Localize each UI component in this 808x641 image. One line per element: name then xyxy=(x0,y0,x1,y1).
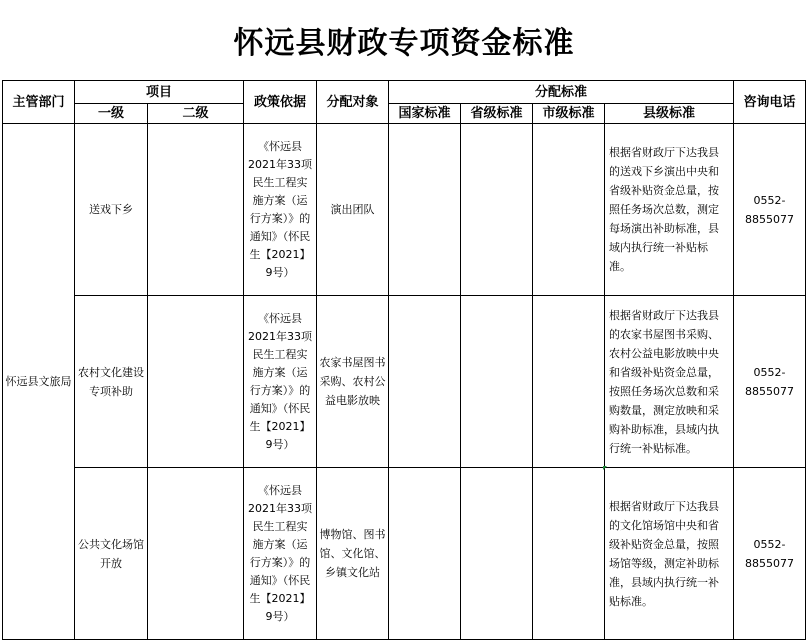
policy-cell: 《怀远县2021年33项民生工程实施方案（运行方案）》的通知》（怀民生【2021】9号） xyxy=(244,468,317,640)
cell-comment-marker xyxy=(603,466,607,470)
city-cell xyxy=(533,124,605,296)
target-cell: 演出团队 xyxy=(317,124,389,296)
department-cell: 怀远县文旅局 xyxy=(3,124,75,640)
header-national: 国家标准 xyxy=(389,104,461,124)
level1-cell: 公共文化场馆开放 xyxy=(75,468,148,640)
policy-cell: 《怀远县2021年33项民生工程实施方案（运行方案）》的通知》（怀民生【2021】9号） xyxy=(244,124,317,296)
table-row xyxy=(3,296,806,468)
policy-cell: 《怀远县2021年33项民生工程实施方案（运行方案）》的通知》（怀民生【2021】9号） xyxy=(244,296,317,468)
header-dept: 主管部门 xyxy=(3,81,75,124)
level1-cell: 农村文化建设专项补助 xyxy=(75,296,148,468)
header-target: 分配对象 xyxy=(317,81,389,124)
header-city: 市级标准 xyxy=(533,104,605,124)
county-cell: 根据省财政厅下达我县的文化馆场馆中央和省级补贴资金总量，按照场馆等级，测定补助标准，县域内执行统一补贴标准。 xyxy=(605,468,734,640)
target-cell: 农家书屋图书采购、农村公益电影放映 xyxy=(317,296,389,468)
phone-cell: 0552-8855077 xyxy=(734,296,806,468)
target-cell: 博物馆、图书馆、文化馆、乡镇文化站 xyxy=(317,468,389,640)
county-cell: 根据省财政厅下达我县的送戏下乡演出中央和省级补贴资金总量，按照任务场次总数，测定每场演出补助标准，县域内执行统一补贴标准。 xyxy=(605,124,734,296)
national-cell xyxy=(389,468,461,640)
county-cell: 根据省财政厅下达我县的农家书屋图书采购、农村公益电影放映中央和省级补贴资金总量，按照任务场次总数和采购数量，测定放映和采购补助标准，县域内执行统一补贴标准。 xyxy=(605,296,734,468)
header-provincial: 省级标准 xyxy=(461,104,533,124)
provincial-cell xyxy=(461,296,533,468)
header-phone: 咨询电话 xyxy=(734,81,806,124)
table-row xyxy=(3,124,806,296)
header-project: 项目 xyxy=(75,81,244,104)
standards-table xyxy=(2,80,806,640)
table-row xyxy=(3,468,806,640)
national-cell xyxy=(389,124,461,296)
header-county: 县级标准 xyxy=(605,104,734,124)
header-policy: 政策依据 xyxy=(244,81,317,124)
provincial-cell xyxy=(461,468,533,640)
national-cell xyxy=(389,296,461,468)
city-cell xyxy=(533,468,605,640)
header-level2: 二级 xyxy=(148,104,244,124)
level2-cell xyxy=(148,468,244,640)
phone-cell: 0552-8855077 xyxy=(734,124,806,296)
level1-cell: 送戏下乡 xyxy=(75,124,148,296)
city-cell xyxy=(533,296,605,468)
header-level1: 一级 xyxy=(75,104,148,124)
level2-cell xyxy=(148,124,244,296)
page-title: 怀远县财政专项资金标准 xyxy=(233,26,575,61)
provincial-cell xyxy=(461,124,533,296)
level2-cell xyxy=(148,296,244,468)
phone-cell: 0552-8855077 xyxy=(734,468,806,640)
header-standard: 分配标准 xyxy=(389,81,734,104)
